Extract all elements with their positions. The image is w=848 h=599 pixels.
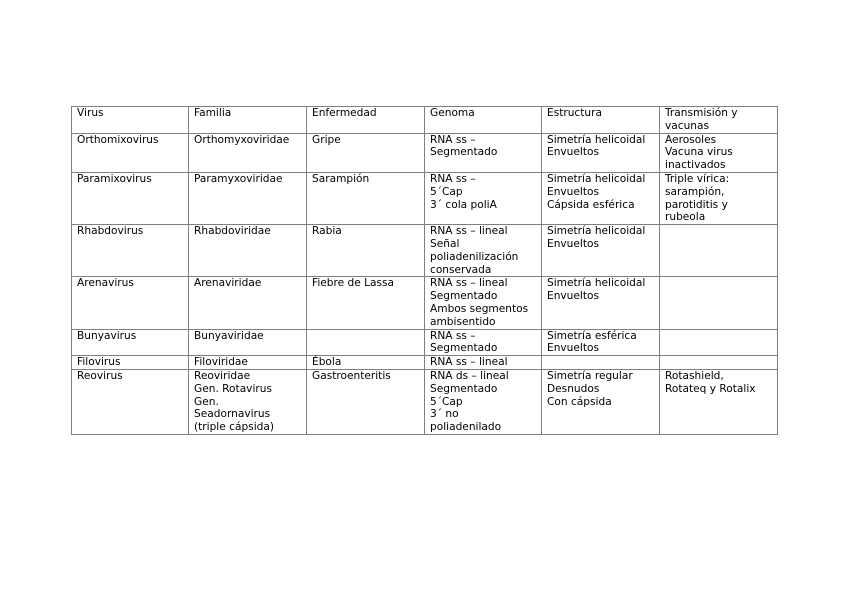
cell-line: 3´ no [430, 408, 459, 421]
cell-line: 5´Cap [430, 395, 463, 408]
cell-line: inactivados [665, 159, 726, 172]
cell-line: conservada [430, 263, 492, 276]
table-cell-enfermedad [307, 356, 425, 370]
cell-line: Bunyavirus [77, 329, 137, 342]
cell-line: Segmentado [430, 290, 498, 303]
cell-line: Simetría regular [547, 369, 633, 382]
header-line: Transmisión y [665, 107, 738, 119]
virus-table [71, 106, 778, 435]
table-cell-estructura [542, 329, 660, 356]
cell-line: (triple cápsida) [194, 421, 274, 434]
table-cell-enfermedad [307, 133, 425, 172]
cell-line: Filoviridae [194, 356, 248, 369]
cell-line: sarampión, [665, 185, 725, 198]
table-cell-familia [189, 369, 307, 434]
cell-line: Gen. Rotavirus [194, 382, 272, 395]
table-cell-genoma [425, 329, 542, 356]
cell-line: Rabia [312, 225, 342, 238]
table-cell-transmision [660, 133, 778, 172]
cell-line: Fiebre de Lassa [312, 277, 395, 290]
cell-line: Gripe [312, 133, 341, 146]
table-cell-familia [189, 133, 307, 172]
table-row [72, 172, 778, 224]
table-row [72, 329, 778, 356]
cell-line: Seadornavirus [194, 408, 271, 421]
cell-line: Ambos segmentos [430, 302, 529, 315]
table-row [72, 369, 778, 434]
table-cell-transmision [660, 356, 778, 370]
table-row [72, 133, 778, 172]
cell-line: rubeola [665, 211, 706, 224]
table-cell-enfermedad [307, 369, 425, 434]
cell-line: 5´Cap [430, 185, 463, 198]
cell-line: Simetría esférica [547, 329, 637, 342]
table-cell-estructura [542, 133, 660, 172]
table-cell-genoma [425, 369, 542, 434]
table-cell-virus [72, 356, 189, 370]
header-cell-familia: Familia [189, 107, 307, 134]
cell-line: Cápsida esférica [547, 198, 635, 211]
table-cell-estructura [542, 225, 660, 277]
cell-line: RNA ss – lineal [430, 225, 508, 238]
table-cell-virus [72, 133, 189, 172]
cell-line: Arenaviridae [194, 277, 262, 290]
table-cell-transmision [660, 277, 778, 329]
cell-line: poliadenilización [430, 250, 519, 263]
table-cell-virus [72, 277, 189, 329]
cell-line: Triple vírica: [665, 172, 730, 185]
table-cell-familia [189, 356, 307, 370]
cell-line: Simetría helicoidal [547, 133, 646, 146]
table-cell-transmision [660, 225, 778, 277]
cell-line: Gastroenteritis [312, 369, 391, 382]
cell-line: Desnudos [547, 382, 600, 395]
table-cell-familia [189, 329, 307, 356]
table-cell-virus [72, 369, 189, 434]
table-cell-enfermedad [307, 277, 425, 329]
cell-line: Simetría helicoidal [547, 172, 646, 185]
cell-line: RNA ss – [430, 172, 476, 185]
header-line: vacunas [665, 119, 710, 132]
table-body [72, 107, 778, 435]
table-cell-genoma [425, 225, 542, 277]
table-cell-genoma [425, 133, 542, 172]
cell-line: Arenavirus [77, 277, 134, 290]
cell-line: poliadenilado [430, 421, 502, 434]
cell-line: Rotashield, [665, 369, 724, 382]
table-cell-transmision [660, 329, 778, 356]
table-cell-transmision [660, 369, 778, 434]
cell-line: Paramixovirus [77, 172, 152, 185]
header-cell-transmision [660, 107, 778, 134]
cell-line: Ébola [312, 356, 342, 369]
cell-line: Rhabdoviridae [194, 225, 271, 238]
table-cell-familia [189, 225, 307, 277]
table-cell-enfermedad [307, 172, 425, 224]
table-cell-estructura [542, 356, 660, 370]
cell-line: Simetría helicoidal [547, 225, 646, 238]
cell-line: Gen. [194, 395, 219, 408]
cell-line: Envueltos [547, 237, 600, 250]
cell-line: Con cápsida [547, 395, 612, 408]
table-header-row [72, 107, 778, 134]
table-cell-genoma [425, 356, 542, 370]
table-row [72, 225, 778, 277]
cell-line: RNA ds – lineal [430, 369, 509, 382]
header-cell-enfermedad: Enfermedad [307, 107, 425, 134]
table-cell-estructura [542, 172, 660, 224]
table-cell-estructura [542, 369, 660, 434]
cell-line: ambisentido [430, 315, 496, 328]
cell-line: Vacuna virus [665, 146, 733, 159]
cell-line: RNA ss – lineal [430, 356, 508, 369]
cell-line: Envueltos [547, 342, 600, 355]
cell-line: Envueltos [547, 290, 600, 303]
cell-line: 3´ cola poliA [430, 198, 497, 211]
cell-line: Rhabdovirus [77, 225, 144, 238]
cell-line: RNA ss – lineal [430, 277, 508, 290]
cell-line: Simetría helicoidal [547, 277, 646, 290]
cell-line: Reovirus [77, 369, 123, 382]
cell-line: Envueltos [547, 185, 600, 198]
cell-line: Rotateq y Rotalix [665, 382, 756, 395]
cell-line: Orthomyxoviridae [194, 133, 290, 146]
table-row [72, 356, 778, 370]
cell-line: Paramyxoviridae [194, 172, 283, 185]
cell-line: RNA ss – [430, 133, 476, 146]
cell-line: Sarampión [312, 172, 370, 185]
header-cell-genoma: Genoma [425, 107, 542, 134]
table-cell-genoma [425, 277, 542, 329]
table-cell-enfermedad [307, 225, 425, 277]
cell-line: Segmentado [430, 342, 498, 355]
cell-line: Orthomixovirus [77, 133, 159, 146]
cell-line: Aerosoles [665, 133, 717, 146]
cell-line: Señal [430, 237, 460, 250]
cell-line: RNA ss – [430, 329, 476, 342]
cell-line: Filovirus [77, 356, 121, 369]
table-cell-familia [189, 277, 307, 329]
table-cell-enfermedad [307, 329, 425, 356]
table-cell-transmision [660, 172, 778, 224]
cell-line: parotiditis y [665, 198, 728, 211]
table-cell-virus [72, 172, 189, 224]
table-cell-estructura [542, 277, 660, 329]
table-cell-virus [72, 329, 189, 356]
header-cell-virus: Virus [72, 107, 189, 134]
cell-line: Segmentado [430, 146, 498, 159]
table-cell-genoma [425, 172, 542, 224]
table-cell-virus [72, 225, 189, 277]
cell-line: Reoviridae [194, 369, 251, 382]
table-cell-familia [189, 172, 307, 224]
header-cell-estructura: Estructura [542, 107, 660, 134]
table-row [72, 277, 778, 329]
cell-line: Bunyaviridae [194, 329, 264, 342]
cell-line: Segmentado [430, 382, 498, 395]
cell-line: Envueltos [547, 146, 600, 159]
